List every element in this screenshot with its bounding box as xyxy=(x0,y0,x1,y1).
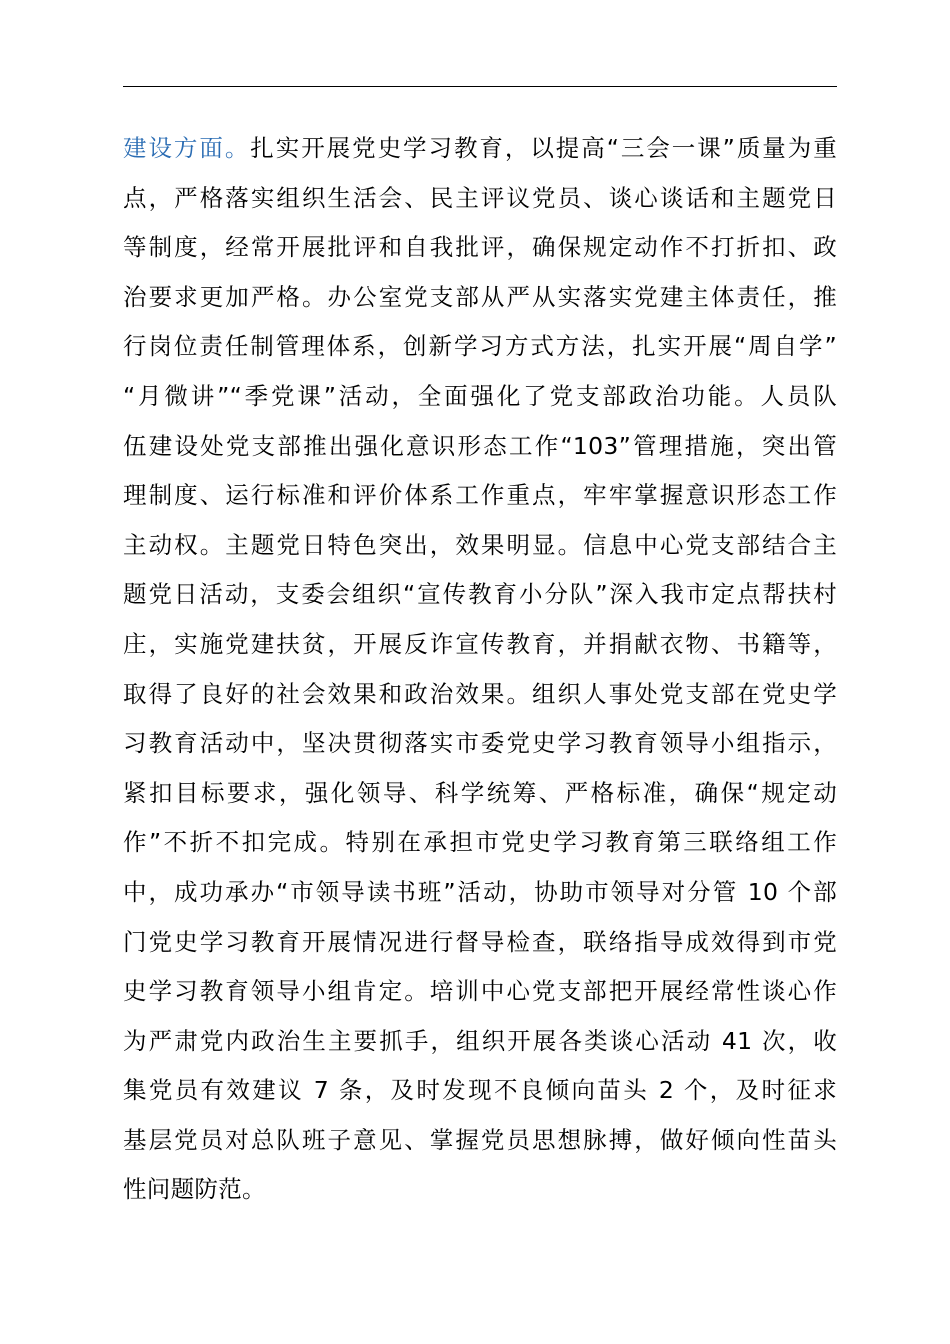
text-line-14: 紧扣目标要求，强化领导、科学统筹、严格标准，确保“规定动 xyxy=(123,778,837,807)
text-line-16: 中，成功承办“市领导读书班”活动，协助市领导对分管 10 个部 xyxy=(123,877,837,906)
text-line-4: 治要求更加严格。办公室党支部从严从实落实党建主体责任，推 xyxy=(123,282,837,311)
text-line-8: 理制度、运行标准和评价体系工作重点，牢牢掌握意识形态工作 xyxy=(123,481,837,510)
text-line-11: 庄，实施党建扶贫，开展反诈宣传教育，并捐献衣物、书籍等， xyxy=(123,629,837,658)
text-line-3: 等制度，经常开展批评和自我批评，确保规定动作不打折扣、政 xyxy=(123,233,837,262)
text-line-20: 集党员有效建议 7 条，及时发现不良倾向苗头 2 个，及时征求 xyxy=(123,1076,837,1105)
text-line-17: 门党史学习教育开展情况进行督导检查，联络指导成效得到市党 xyxy=(123,927,837,956)
text-line-9: 主动权。主题党日特色突出，效果明显。信息中心党支部结合主 xyxy=(123,530,837,559)
text-line-5: 行岗位责任制管理体系，创新学习方式方法，扎实开展“周自学” xyxy=(123,332,837,361)
text-line-10: 题党日活动，支委会组织“宣传教育小分队”深入我市定点帮扶村 xyxy=(123,580,837,609)
text-line-12: 取得了良好的社会效果和政治效果。组织人事处党支部在党史学 xyxy=(123,679,837,708)
text-line-22: 性问题防范。 xyxy=(123,1175,266,1204)
text-line-6: “月微讲”“季党课”活动，全面强化了党支部政治功能。人员队 xyxy=(123,381,837,410)
text-line-2: 点，严格落实组织生活会、民主评议党员、谈心谈话和主题党日 xyxy=(123,183,837,212)
body-paragraph xyxy=(123,124,837,1215)
text-line-21: 基层党员对总队班子意见、掌握党员思想脉搏，做好倾向性苗头 xyxy=(123,1125,837,1154)
text-line-1-content: 扎实开展党史学习教育，以提高“三会一课”质量为重 xyxy=(250,134,837,162)
text-line-1 xyxy=(123,124,837,174)
text-line-18: 史学习教育领导小组肯定。培训中心党支部把开展经常性谈心作 xyxy=(123,977,837,1006)
text-line-15: 作”不折不扣完成。特别在承担市党史学习教育第三联络组工作 xyxy=(123,828,837,857)
text-line-13: 习教育活动中，坚决贯彻落实市委党史学习教育领导小组指示， xyxy=(123,729,837,758)
text-line-19: 为严肃党内政治生主要抓手，组织开展各类谈心活动 41 次，收 xyxy=(123,1026,837,1055)
section-heading: 建设方面。 xyxy=(123,134,251,162)
text-line-7: 伍建设处党支部推出强化意识形态工作“103”管理措施，突出管 xyxy=(123,431,837,460)
header-rule xyxy=(123,86,837,87)
